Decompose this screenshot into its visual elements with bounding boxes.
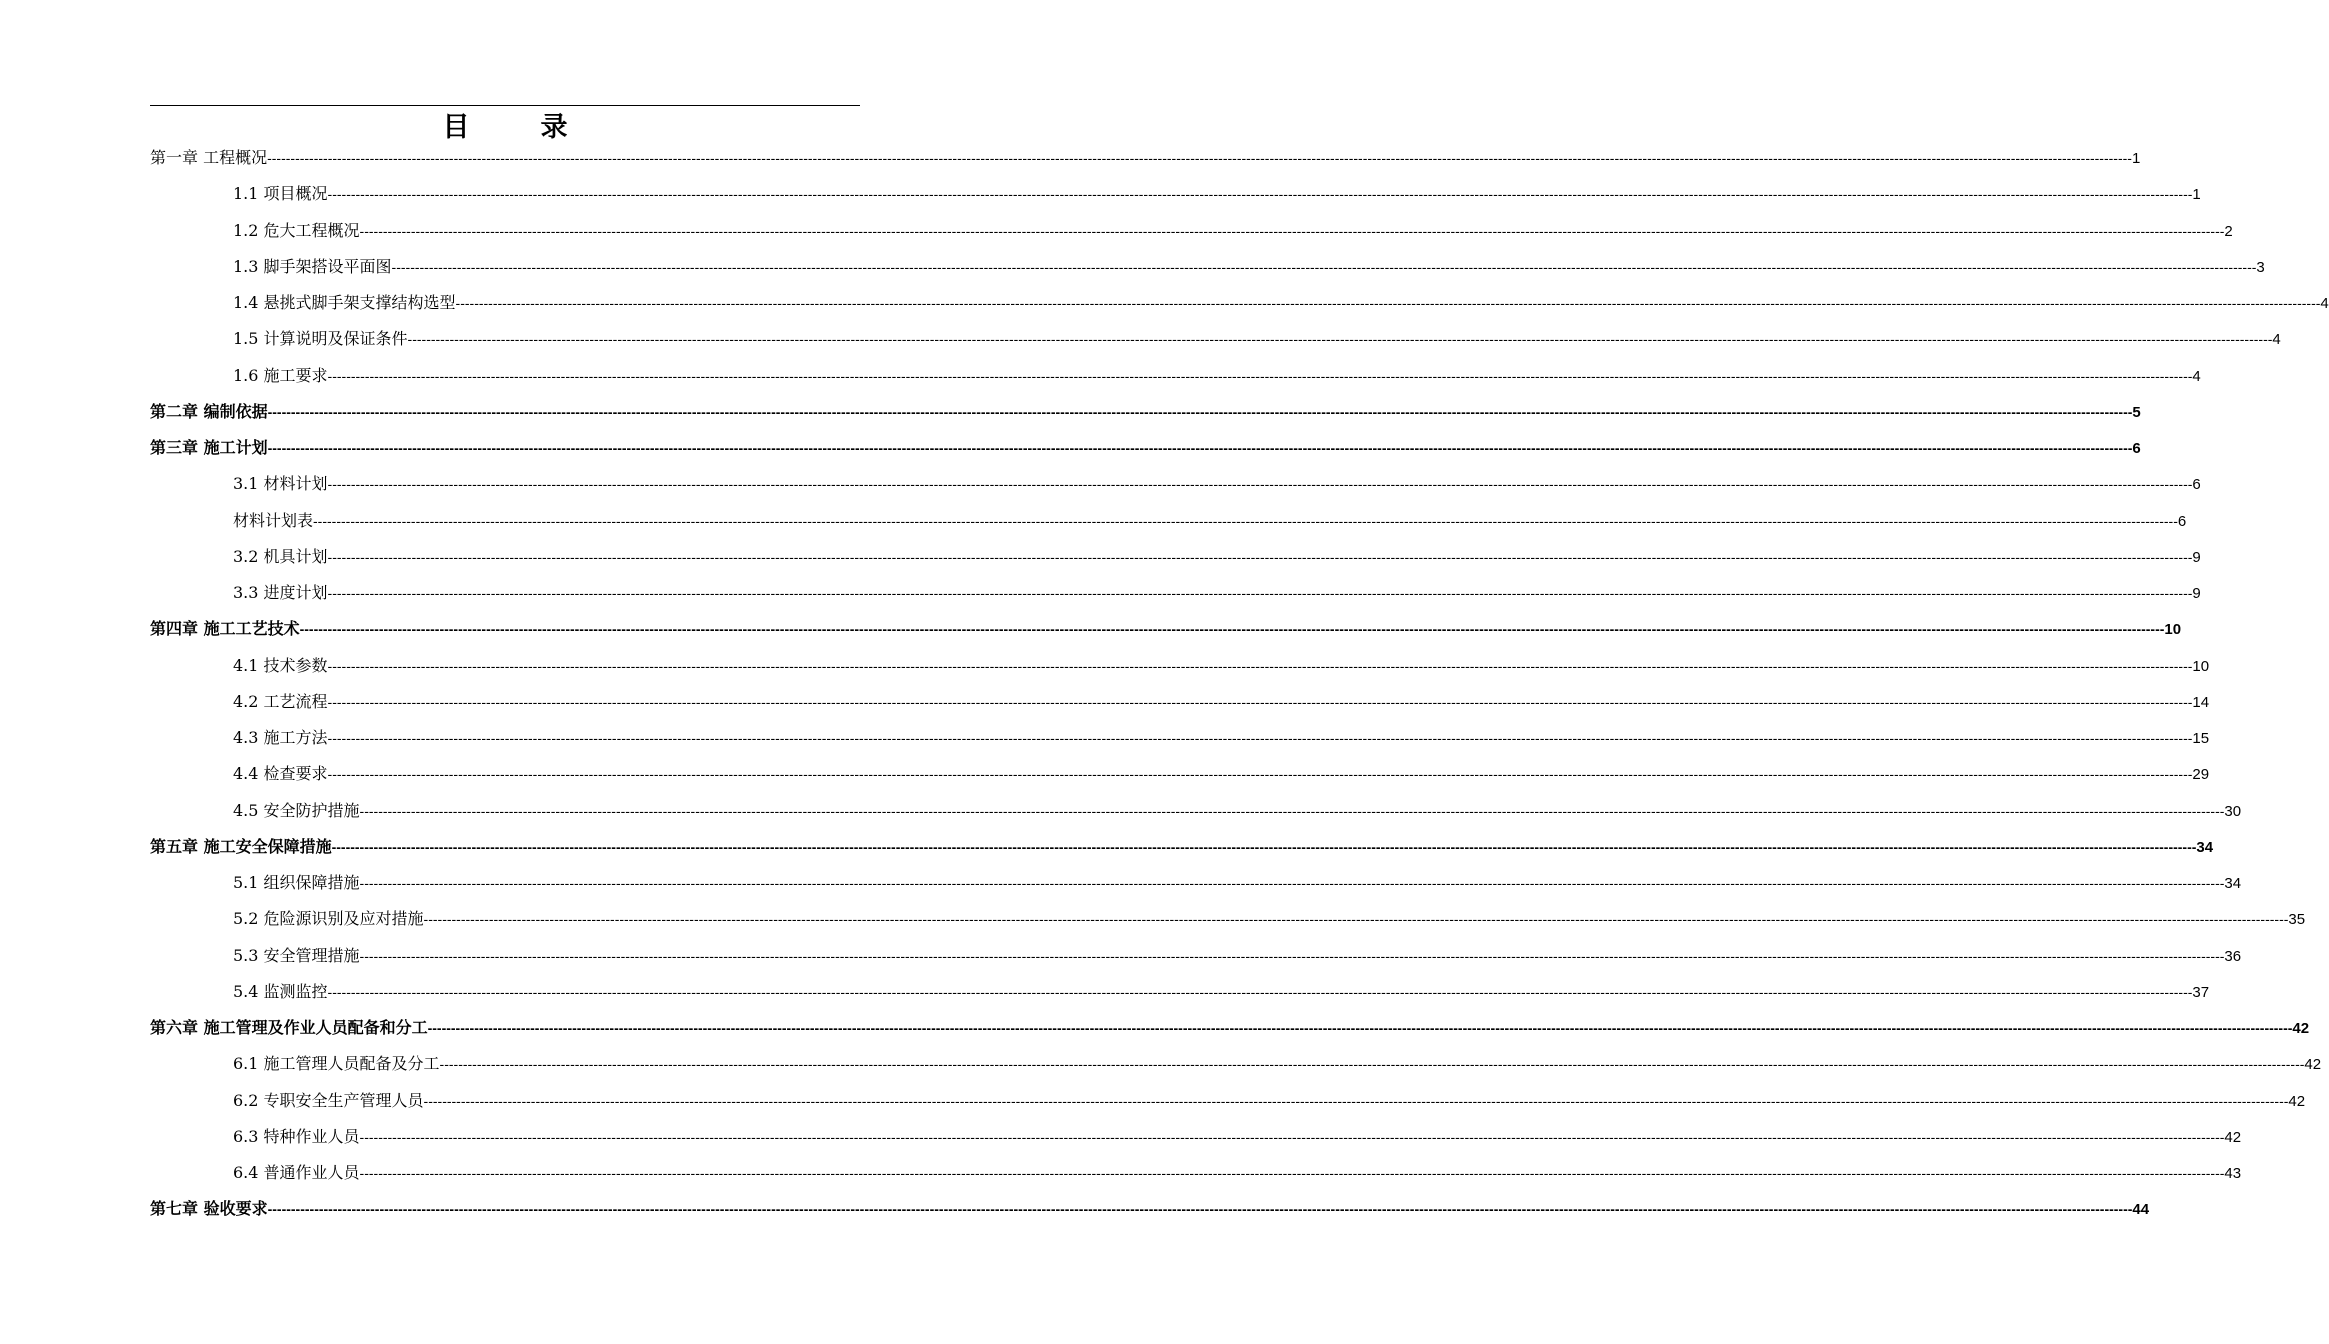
toc-chapter-entry[interactable] bbox=[150, 430, 2141, 466]
toc-entry-label: 6.3 特种作业人员 bbox=[233, 1126, 360, 1146]
toc-page-number: 2 bbox=[2224, 222, 2233, 240]
toc-page-number: 35 bbox=[2288, 911, 2306, 929]
toc-dot-leader: ---------------------------------------------------------------------------------------------------------------------------------------------------------------------------------------------------------------------------------------------------------------------------------------------------------------------------------------------------------------------------------------------------------------- bbox=[359, 222, 2225, 239]
page-title: 目 录 bbox=[442, 112, 590, 143]
toc-entry-label: 1.4 悬挑式脚手架支撑结构选型 bbox=[233, 293, 456, 312]
toc-entry-label: 6.4 普通作业人员 bbox=[233, 1163, 360, 1182]
toc-section-entry[interactable] bbox=[150, 756, 2210, 792]
toc-entry-label: 第五章 施工安全保障措施 bbox=[150, 836, 332, 856]
toc-dot-leader: ---------------------------------------------------------------------------------------------------------------------------------------------------------------------------------------------------------------------------------------------------------------------------------------------------------------------------------------------------------------------------------------------------------------- bbox=[331, 838, 2197, 855]
toc-section-entry[interactable] bbox=[150, 1155, 2242, 1191]
toc-dot-leader: ---------------------------------------------------------------------------------------------------------------------------------------------------------------------------------------------------------------------------------------------------------------------------------------------------------------------------------------------------------------------------------------------------------------- bbox=[299, 621, 2165, 638]
toc-entry-label: 第六章 施工管理及作业人员配备和分工 bbox=[150, 1018, 428, 1037]
toc-page-number: 1 bbox=[2192, 186, 2201, 204]
toc-dot-leader: ---------------------------------------------------------------------------------------------------------------------------------------------------------------------------------------------------------------------------------------------------------------------------------------------------------------------------------------------------------------------------------------------------------------- bbox=[313, 512, 2178, 529]
toc-entry-label: 1.3 脚手架搭设平面图 bbox=[233, 256, 392, 276]
toc-section-entry[interactable] bbox=[150, 466, 2201, 502]
toc-dot-leader: ---------------------------------------------------------------------------------------------------------------------------------------------------------------------------------------------------------------------------------------------------------------------------------------------------------------------------------------------------------------------------------------------------------------- bbox=[423, 911, 2289, 928]
toc-dot-leader: ---------------------------------------------------------------------------------------------------------------------------------------------------------------------------------------------------------------------------------------------------------------------------------------------------------------------------------------------------------------------------------------------------------------- bbox=[327, 657, 2193, 674]
toc-entry-label: 5.3 安全管理措施 bbox=[233, 945, 360, 965]
toc-section-entry[interactable] bbox=[150, 575, 2201, 611]
toc-section-entry[interactable] bbox=[150, 249, 2265, 285]
toc-dot-leader: ---------------------------------------------------------------------------------------------------------------------------------------------------------------------------------------------------------------------------------------------------------------------------------------------------------------------------------------------------------------------------------------------------------------- bbox=[327, 476, 2193, 493]
toc-entry-label: 3.3 进度计划 bbox=[233, 583, 328, 602]
toc-entry-label: 4.3 施工方法 bbox=[233, 728, 328, 747]
toc-chapter-entry[interactable] bbox=[150, 1191, 2150, 1227]
toc-entry-label: 3.2 机具计划 bbox=[233, 546, 328, 566]
toc-page-number: 1 bbox=[2131, 150, 2141, 167]
toc-dot-leader: ---------------------------------------------------------------------------------------------------------------------------------------------------------------------------------------------------------------------------------------------------------------------------------------------------------------------------------------------------------------------------------------------------------------- bbox=[327, 983, 2193, 1000]
toc-dot-leader: ---------------------------------------------------------------------------------------------------------------------------------------------------------------------------------------------------------------------------------------------------------------------------------------------------------------------------------------------------------------------------------------------------------------- bbox=[327, 693, 2193, 710]
toc-chapter-entry[interactable] bbox=[150, 829, 2214, 865]
toc-page-number: 42 bbox=[2288, 1092, 2306, 1110]
toc-entry-label: 第七章 验收要求 bbox=[150, 1199, 268, 1219]
toc-dot-leader: ---------------------------------------------------------------------------------------------------------------------------------------------------------------------------------------------------------------------------------------------------------------------------------------------------------------------------------------------------------------------------------------------------------------- bbox=[327, 186, 2193, 203]
toc-dot-leader: ---------------------------------------------------------------------------------------------------------------------------------------------------------------------------------------------------------------------------------------------------------------------------------------------------------------------------------------------------------------------------------------------------------------- bbox=[327, 730, 2193, 746]
toc-page-number: 29 bbox=[2192, 766, 2210, 784]
toc-entry-label: 4.4 检查要求 bbox=[233, 764, 328, 784]
toc-page-number: 5 bbox=[2132, 403, 2141, 421]
toc-entry-label: 4.1 技术参数 bbox=[233, 655, 328, 675]
toc-page-number: 6 bbox=[2177, 512, 2187, 530]
header-rule bbox=[150, 105, 860, 106]
toc-page-number: 37 bbox=[2192, 983, 2210, 1001]
toc-page-number: 42 bbox=[2304, 1056, 2322, 1074]
toc-entry-label: 材料计划表 bbox=[233, 510, 314, 530]
toc-dot-leader: ---------------------------------------------------------------------------------------------------------------------------------------------------------------------------------------------------------------------------------------------------------------------------------------------------------------------------------------------------------------------------------------------------------------- bbox=[327, 367, 2193, 384]
table-of-contents bbox=[150, 140, 2329, 1228]
toc-page-number: 30 bbox=[2224, 802, 2242, 820]
toc-entry-label: 5.4 监测监控 bbox=[233, 981, 328, 1001]
toc-section-entry[interactable] bbox=[150, 1046, 2322, 1082]
toc-entry-label: 4.2 工艺流程 bbox=[233, 691, 328, 711]
toc-section-entry[interactable] bbox=[150, 321, 2281, 357]
toc-page-number: 42 bbox=[2292, 1020, 2310, 1037]
toc-dot-leader: ---------------------------------------------------------------------------------------------------------------------------------------------------------------------------------------------------------------------------------------------------------------------------------------------------------------------------------------------------------------------------------------------------------------- bbox=[327, 766, 2193, 783]
toc-section-entry[interactable] bbox=[150, 285, 2329, 321]
toc-dot-leader: ---------------------------------------------------------------------------------------------------------------------------------------------------------------------------------------------------------------------------------------------------------------------------------------------------------------------------------------------------------------------------------------------------------------- bbox=[327, 548, 2193, 565]
toc-page-number: 14 bbox=[2192, 693, 2210, 711]
toc-section-entry[interactable] bbox=[150, 539, 2201, 575]
toc-section-entry[interactable] bbox=[150, 720, 2210, 756]
toc-section-entry[interactable] bbox=[150, 358, 2201, 394]
toc-entry-label: 第三章 施工计划 bbox=[150, 438, 268, 457]
toc-section-entry[interactable] bbox=[150, 793, 2242, 829]
toc-section-entry[interactable] bbox=[150, 176, 2201, 212]
toc-entry-label: 6.1 施工管理人员配备及分工 bbox=[233, 1054, 440, 1074]
toc-section-entry[interactable] bbox=[150, 503, 2187, 539]
toc-chapter-entry[interactable] bbox=[150, 611, 2182, 647]
toc-section-entry[interactable] bbox=[150, 974, 2210, 1010]
toc-dot-leader: ---------------------------------------------------------------------------------------------------------------------------------------------------------------------------------------------------------------------------------------------------------------------------------------------------------------------------------------------------------------------------------------------------------------- bbox=[359, 802, 2225, 819]
toc-section-entry[interactable] bbox=[150, 213, 2233, 249]
toc-page-number: 34 bbox=[2224, 875, 2242, 892]
toc-entry-label: 1.5 计算说明及保证条件 bbox=[233, 329, 408, 349]
toc-section-entry[interactable] bbox=[150, 865, 2242, 901]
toc-dot-leader: ---------------------------------------------------------------------------------------------------------------------------------------------------------------------------------------------------------------------------------------------------------------------------------------------------------------------------------------------------------------------------------------------------------------- bbox=[359, 1165, 2225, 1181]
toc-dot-leader: ---------------------------------------------------------------------------------------------------------------------------------------------------------------------------------------------------------------------------------------------------------------------------------------------------------------------------------------------------------------------------------------------------------------- bbox=[391, 258, 2257, 275]
toc-dot-leader: ---------------------------------------------------------------------------------------------------------------------------------------------------------------------------------------------------------------------------------------------------------------------------------------------------------------------------------------------------------------------------------------------------------------- bbox=[359, 1128, 2225, 1145]
toc-dot-leader: ---------------------------------------------------------------------------------------------------------------------------------------------------------------------------------------------------------------------------------------------------------------------------------------------------------------------------------------------------------------------------------------------------------------- bbox=[327, 585, 2193, 601]
toc-page-number: 4 bbox=[2320, 295, 2329, 312]
toc-page-number: 9 bbox=[2192, 585, 2201, 602]
toc-entry-label: 1.2 危大工程概况 bbox=[233, 220, 360, 240]
toc-section-entry[interactable] bbox=[150, 648, 2210, 684]
toc-section-entry[interactable] bbox=[150, 684, 2210, 720]
toc-dot-leader: ---------------------------------------------------------------------------------------------------------------------------------------------------------------------------------------------------------------------------------------------------------------------------------------------------------------------------------------------------------------------------------------------------------------- bbox=[267, 150, 2132, 166]
toc-dot-leader: ---------------------------------------------------------------------------------------------------------------------------------------------------------------------------------------------------------------------------------------------------------------------------------------------------------------------------------------------------------------------------------------------------------------- bbox=[427, 1020, 2293, 1036]
toc-entry-label: 4.5 安全防护措施 bbox=[233, 800, 360, 820]
toc-page-number: 44 bbox=[2132, 1201, 2150, 1219]
toc-chapter-entry[interactable] bbox=[150, 1010, 2310, 1046]
toc-section-entry[interactable] bbox=[150, 1119, 2242, 1155]
toc-entry-label: 3.1 材料计划 bbox=[233, 474, 328, 494]
toc-entry-label: 第二章 编制依据 bbox=[150, 401, 268, 421]
toc-dot-leader: ---------------------------------------------------------------------------------------------------------------------------------------------------------------------------------------------------------------------------------------------------------------------------------------------------------------------------------------------------------------------------------------------------------------- bbox=[267, 1201, 2133, 1218]
toc-dot-leader: ---------------------------------------------------------------------------------------------------------------------------------------------------------------------------------------------------------------------------------------------------------------------------------------------------------------------------------------------------------------------------------------------------------------- bbox=[423, 1092, 2289, 1109]
toc-entry-label: 第一章 工程概况 bbox=[150, 148, 268, 167]
toc-dot-leader: ---------------------------------------------------------------------------------------------------------------------------------------------------------------------------------------------------------------------------------------------------------------------------------------------------------------------------------------------------------------------------------------------------------------- bbox=[407, 331, 2273, 348]
toc-dot-leader: ---------------------------------------------------------------------------------------------------------------------------------------------------------------------------------------------------------------------------------------------------------------------------------------------------------------------------------------------------------------------------------------------------------------- bbox=[455, 295, 2321, 311]
toc-page-number: 6 bbox=[2132, 440, 2141, 457]
toc-page-number: 4 bbox=[2192, 367, 2201, 385]
toc-dot-leader: ---------------------------------------------------------------------------------------------------------------------------------------------------------------------------------------------------------------------------------------------------------------------------------------------------------------------------------------------------------------------------------------------------------------- bbox=[359, 875, 2225, 891]
toc-entry-label: 1.6 施工要求 bbox=[233, 365, 328, 385]
toc-chapter-entry[interactable] bbox=[150, 394, 2141, 430]
toc-section-entry[interactable] bbox=[150, 938, 2242, 974]
toc-page-number: 34 bbox=[2196, 838, 2214, 856]
toc-section-entry[interactable] bbox=[150, 901, 2306, 937]
toc-dot-leader: ---------------------------------------------------------------------------------------------------------------------------------------------------------------------------------------------------------------------------------------------------------------------------------------------------------------------------------------------------------------------------------------------------------------- bbox=[359, 947, 2225, 964]
toc-entry-label: 5.1 组织保障措施 bbox=[233, 873, 360, 892]
toc-page-number: 9 bbox=[2192, 548, 2201, 566]
toc-section-entry[interactable] bbox=[150, 1083, 2306, 1119]
toc-dot-leader: ---------------------------------------------------------------------------------------------------------------------------------------------------------------------------------------------------------------------------------------------------------------------------------------------------------------------------------------------------------------------------------------------------------------- bbox=[439, 1056, 2305, 1073]
toc-entry-label: 第四章 施工工艺技术 bbox=[150, 619, 300, 639]
toc-page-number: 10 bbox=[2164, 621, 2182, 639]
toc-chapter-entry[interactable] bbox=[150, 140, 2141, 176]
toc-page-number: 3 bbox=[2256, 258, 2265, 276]
toc-page-number: 43 bbox=[2224, 1165, 2242, 1182]
toc-entry-label: 5.2 危险源识别及应对措施 bbox=[233, 909, 424, 929]
toc-page-number: 15 bbox=[2192, 730, 2210, 747]
toc-page-number: 4 bbox=[2272, 331, 2281, 349]
toc-dot-leader: ---------------------------------------------------------------------------------------------------------------------------------------------------------------------------------------------------------------------------------------------------------------------------------------------------------------------------------------------------------------------------------------------------------------- bbox=[267, 440, 2133, 456]
toc-dot-leader: ---------------------------------------------------------------------------------------------------------------------------------------------------------------------------------------------------------------------------------------------------------------------------------------------------------------------------------------------------------------------------------------------------------------- bbox=[267, 403, 2133, 420]
toc-page-number: 6 bbox=[2192, 476, 2201, 494]
toc-page-number: 42 bbox=[2224, 1128, 2242, 1146]
toc-page-number: 36 bbox=[2224, 947, 2242, 965]
toc-entry-label: 1.1 项目概况 bbox=[233, 184, 328, 204]
toc-entry-label: 6.2 专职安全生产管理人员 bbox=[233, 1090, 424, 1110]
toc-page-number: 10 bbox=[2192, 657, 2210, 675]
